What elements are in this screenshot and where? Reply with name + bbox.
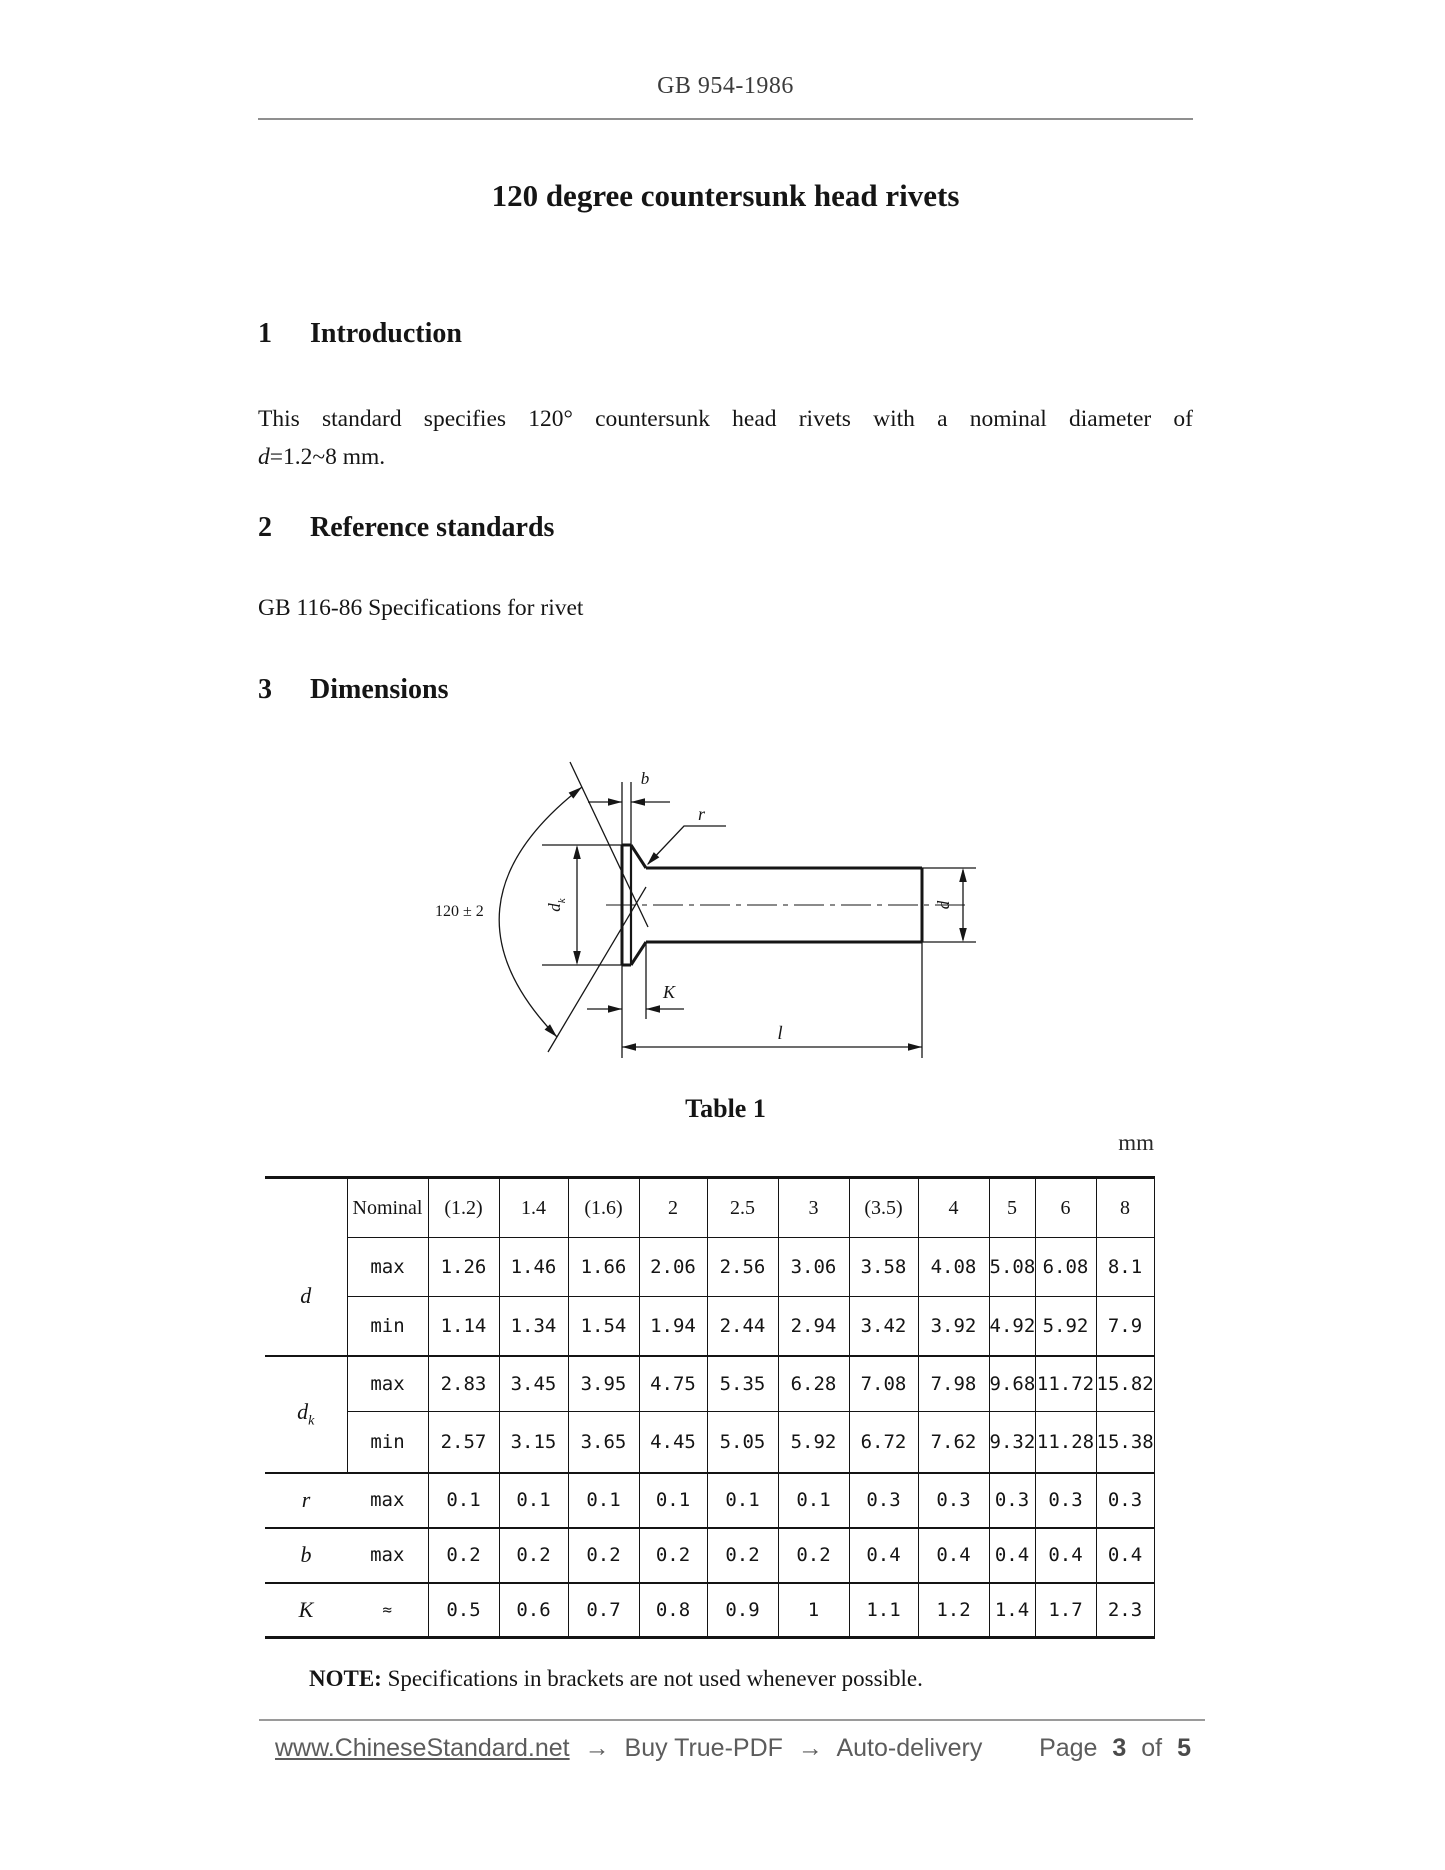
- value-cell: 0.1: [499, 1473, 568, 1528]
- section-heading-reference-standards: [258, 512, 1193, 544]
- reference-standards-paragraph: GB 116-86 Specifications for rivet: [258, 595, 584, 621]
- value-cell: 11.28: [1035, 1412, 1096, 1473]
- param-label-k: K: [265, 1583, 347, 1638]
- value-cell: 2.56: [707, 1238, 778, 1297]
- value-cell: 3.65: [568, 1412, 639, 1473]
- limit-cell: max: [347, 1473, 428, 1528]
- size-column-header: (3.5): [849, 1178, 918, 1238]
- value-cell: 9.68: [989, 1356, 1035, 1412]
- value-cell: 9.32: [989, 1412, 1035, 1473]
- document-title: 120 degree countersunk head rivets: [491, 178, 960, 213]
- value-cell: 0.3: [989, 1473, 1035, 1528]
- footer-cta-delivery: Auto-delivery: [836, 1734, 983, 1762]
- site-link[interactable]: www.ChineseStandard.net: [275, 1734, 570, 1762]
- value-cell: 0.3: [849, 1473, 918, 1528]
- value-cell: 0.1: [707, 1473, 778, 1528]
- value-cell: 5.92: [1035, 1297, 1096, 1356]
- section-number: 2: [258, 512, 272, 543]
- value-cell: 1.7: [1035, 1583, 1096, 1638]
- value-cell: 0.7: [568, 1583, 639, 1638]
- value-cell: 2.3: [1096, 1583, 1154, 1638]
- paragraph-line-1: This standard specifies 120° countersunk head rivets with a nominal diameter of: [258, 406, 1193, 432]
- paragraph-line-2: d=1.2~8 mm.: [258, 444, 386, 470]
- value-cell: 0.4: [1035, 1528, 1096, 1583]
- table-row-k: [265, 1583, 1154, 1638]
- dimensions-table: [265, 1176, 1155, 1639]
- value-cell: 0.2: [428, 1528, 499, 1583]
- value-cell: 1.34: [499, 1297, 568, 1356]
- value-cell: 1.4: [989, 1583, 1035, 1638]
- value-cell: 2.57: [428, 1412, 499, 1473]
- table-corner-cell: [265, 1178, 347, 1238]
- value-cell: 1.2: [918, 1583, 989, 1638]
- rivet-drawing: [430, 742, 990, 1072]
- table-note: [309, 1665, 1193, 1693]
- value-cell: 0.4: [849, 1528, 918, 1583]
- value-cell: 3.45: [499, 1356, 568, 1412]
- nominal-header-cell: Nominal: [347, 1178, 428, 1238]
- value-cell: 4.45: [639, 1412, 707, 1473]
- figure-label-k: K: [663, 982, 676, 1002]
- value-cell: 5.08: [989, 1238, 1035, 1297]
- value-cell: 7.98: [918, 1356, 989, 1412]
- page-indicator: [1031, 1734, 1191, 1763]
- value-cell: 6.08: [1035, 1238, 1096, 1297]
- value-cell: 0.3: [918, 1473, 989, 1528]
- value-cell: 3.42: [849, 1297, 918, 1356]
- section-number: 1: [258, 318, 272, 349]
- value-cell: 3.15: [499, 1412, 568, 1473]
- param-label-b: b: [265, 1528, 347, 1583]
- section-title: Dimensions: [310, 674, 449, 705]
- param-label-dk: $d_k$: [265, 1356, 347, 1473]
- value-cell: 1.46: [499, 1238, 568, 1297]
- value-cell: 0.3: [1096, 1473, 1154, 1528]
- variable-d: d: [258, 444, 270, 470]
- size-column-header: 2.5: [707, 1178, 778, 1238]
- value-cell: 0.2: [778, 1528, 849, 1583]
- size-column-header: 8: [1096, 1178, 1154, 1238]
- page-number: 3: [1112, 1734, 1127, 1762]
- value-cell: 15.38: [1096, 1412, 1154, 1473]
- size-column-header: (1.2): [428, 1178, 499, 1238]
- footer-divider: [259, 1719, 1205, 1721]
- size-column-header: 4: [918, 1178, 989, 1238]
- value-cell: 5.35: [707, 1356, 778, 1412]
- value-cell: 4.75: [639, 1356, 707, 1412]
- value-cell: 1: [778, 1583, 849, 1638]
- figure-label-angle: 120 ± 2: [435, 903, 484, 920]
- value-cell: 0.3: [1035, 1473, 1096, 1528]
- arrow-icon: →: [797, 1734, 823, 1762]
- value-cell: 1.66: [568, 1238, 639, 1297]
- section-heading-dimensions: [258, 674, 1193, 706]
- note-text: Specifications in brackets are not used whenever possible.: [387, 1666, 923, 1691]
- value-cell: 4.08: [918, 1238, 989, 1297]
- figure-label-dk: $d_k$: [545, 898, 568, 912]
- value-cell: 1.94: [639, 1297, 707, 1356]
- standard-code-header: GB 954-1986: [657, 73, 794, 99]
- value-cell: 0.8: [639, 1583, 707, 1638]
- value-cell: 0.9: [707, 1583, 778, 1638]
- size-column-header: 5: [989, 1178, 1035, 1238]
- table-row-d-min: [265, 1297, 1154, 1356]
- value-cell: 3.06: [778, 1238, 849, 1297]
- dimensions-table-wrap: [265, 1130, 1154, 1639]
- value-cell: 11.72: [1035, 1356, 1096, 1412]
- value-cell: 5.05: [707, 1412, 778, 1473]
- limit-cell: max: [347, 1238, 428, 1297]
- limit-cell: ≈: [347, 1583, 428, 1638]
- figure-label-d: d: [934, 900, 953, 910]
- value-cell: 15.82: [1096, 1356, 1154, 1412]
- value-cell: 1.1: [849, 1583, 918, 1638]
- table-row-dk-max: [265, 1356, 1154, 1412]
- value-cell: 4.92: [989, 1297, 1035, 1356]
- footer-branding: [275, 1734, 990, 1763]
- value-cell: 7.08: [849, 1356, 918, 1412]
- value-cell: 7.62: [918, 1412, 989, 1473]
- section-title: Introduction: [310, 318, 462, 349]
- value-cell: 0.4: [918, 1528, 989, 1583]
- rivet-dimension-figure: [430, 742, 990, 1072]
- value-cell: 2.83: [428, 1356, 499, 1412]
- page-footer: [275, 1734, 1191, 1763]
- value-cell: 1.14: [428, 1297, 499, 1356]
- value-cell: 0.2: [639, 1528, 707, 1583]
- table-row-b-max: [265, 1528, 1154, 1583]
- value-cell: 0.2: [568, 1528, 639, 1583]
- section-heading-introduction: [258, 318, 1193, 350]
- size-column-header: 6: [1035, 1178, 1096, 1238]
- value-cell: 0.1: [778, 1473, 849, 1528]
- value-cell: 0.1: [568, 1473, 639, 1528]
- limit-cell: max: [347, 1356, 428, 1412]
- value-cell: 0.2: [707, 1528, 778, 1583]
- value-cell: 0.4: [989, 1528, 1035, 1583]
- value-cell: 0.6: [499, 1583, 568, 1638]
- limit-cell: min: [347, 1297, 428, 1356]
- value-cell: 0.5: [428, 1583, 499, 1638]
- table-row-dk-min: [265, 1412, 1154, 1473]
- figure-label-l: l: [777, 1023, 783, 1044]
- section-number: 3: [258, 674, 272, 705]
- value-cell: 6.72: [849, 1412, 918, 1473]
- value-cell: 7.9: [1096, 1297, 1154, 1356]
- size-column-header: 3: [778, 1178, 849, 1238]
- limit-cell: max: [347, 1528, 428, 1583]
- value-cell: 3.95: [568, 1356, 639, 1412]
- header-divider: [258, 118, 1193, 120]
- param-label-d: d: [265, 1238, 347, 1356]
- value-cell: 0.2: [499, 1528, 568, 1583]
- param-label-r: r: [265, 1473, 347, 1528]
- value-cell: 0.1: [428, 1473, 499, 1528]
- value-cell: 0.4: [1096, 1528, 1154, 1583]
- footer-cta-buy: Buy True-PDF: [624, 1734, 783, 1762]
- table-caption: Table 1: [685, 1094, 766, 1123]
- table-row-r-max: [265, 1473, 1154, 1528]
- of-word: of: [1141, 1734, 1163, 1762]
- value-cell: 2.44: [707, 1297, 778, 1356]
- section-title: Reference standards: [310, 512, 555, 543]
- value-cell: 5.92: [778, 1412, 849, 1473]
- value-cell: 2.94: [778, 1297, 849, 1356]
- value-cell: 0.1: [639, 1473, 707, 1528]
- figure-label-b: b: [640, 769, 650, 788]
- value-cell: 3.92: [918, 1297, 989, 1356]
- value-cell: 2.06: [639, 1238, 707, 1297]
- arrow-icon: →: [584, 1734, 610, 1762]
- introduction-paragraph: [258, 400, 1193, 476]
- value-cell: 6.28: [778, 1356, 849, 1412]
- limit-cell: min: [347, 1412, 428, 1473]
- total-pages: 5: [1177, 1734, 1191, 1762]
- table-header-row: [265, 1178, 1154, 1238]
- size-column-header: 2: [639, 1178, 707, 1238]
- figure-label-r: r: [698, 804, 706, 824]
- size-column-header: (1.6): [568, 1178, 639, 1238]
- value-cell: 8.1: [1096, 1238, 1154, 1297]
- note-label: NOTE:: [309, 1666, 382, 1691]
- page-word: Page: [1039, 1734, 1098, 1762]
- size-column-header: 1.4: [499, 1178, 568, 1238]
- value-cell: 1.54: [568, 1297, 639, 1356]
- value-cell: 1.26: [428, 1238, 499, 1297]
- dimension-arrowheads: [545, 784, 967, 1051]
- table-row-d-max: [265, 1238, 1154, 1297]
- unit-label: mm: [1118, 1130, 1154, 1155]
- value-cell: 3.58: [849, 1238, 918, 1297]
